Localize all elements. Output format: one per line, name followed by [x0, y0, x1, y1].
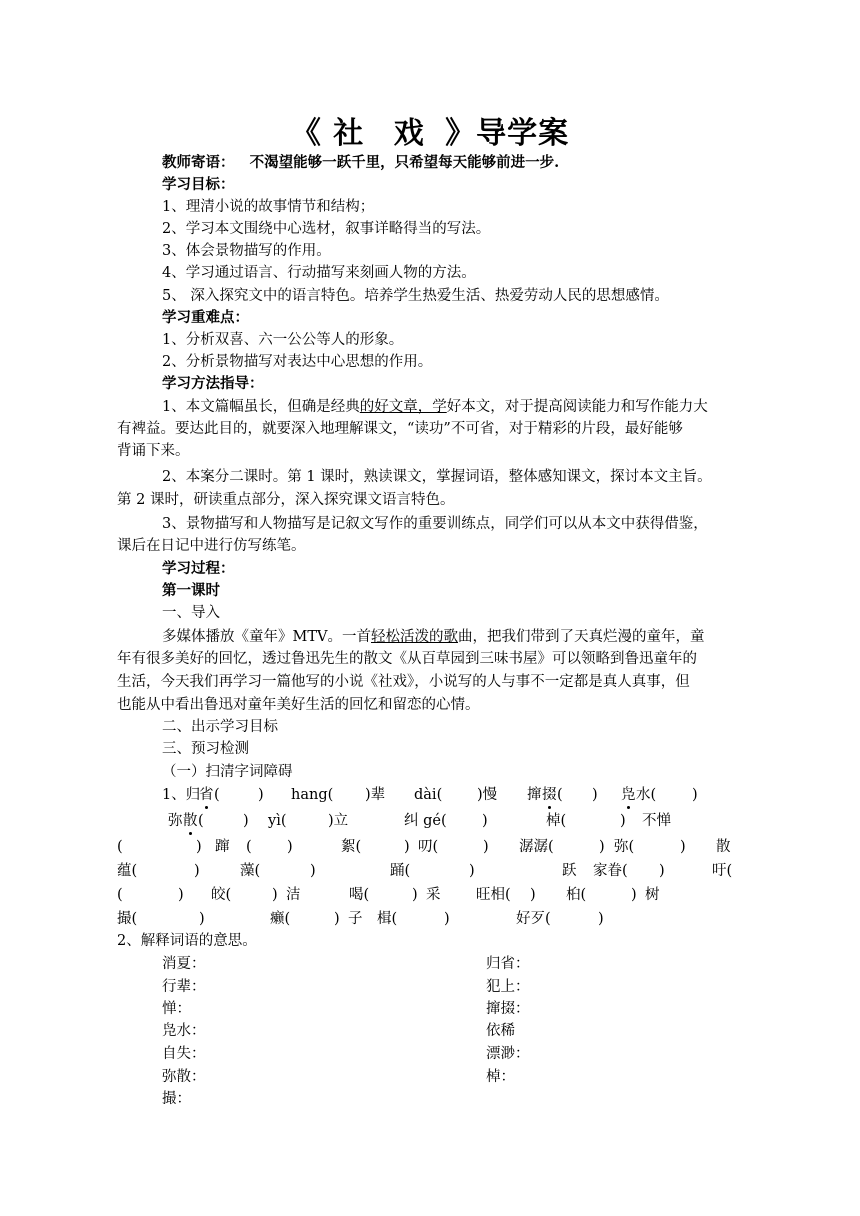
method-heading: 学习方法指导：	[162, 375, 264, 392]
vocab-term: 凫水：	[162, 1023, 206, 1039]
section-intro-heading: 一、导入	[162, 605, 220, 621]
method-p1-line: 1、本文篇幅虽长，但确是经典的好文章，学好本文，对于提高阅读能力和写作能力大	[162, 399, 708, 415]
method-p1-line: 有裨益。要达此目的，就要深入地理解课文，“读功”不可省，对于精彩的片段，最好能够	[117, 421, 683, 437]
vocab-term: 漂渺：	[486, 1046, 530, 1062]
vocab-term: 撺掇：	[486, 1001, 530, 1017]
goals-heading: 学习目标：	[162, 176, 235, 193]
vocab-term: 消夏：	[162, 956, 206, 972]
method-p2-line: 第 2 课时，研读重点部分，深入探究课文语言特色。	[117, 492, 455, 508]
goal-item: 4、学习通过语言、行动描写来刻画人物的方法。	[162, 265, 476, 281]
key-item: 1、分析双喜、六一公公等人的形象。	[162, 332, 404, 348]
process-heading: 学习过程：	[162, 560, 235, 577]
subsection-words-heading: （一）扫清字词障碍	[162, 764, 293, 780]
goal-item: 1、理清小说的故事情节和结构；	[162, 199, 375, 215]
page-title	[0, 108, 860, 152]
teacher-motto: 教师寄语： 不渴望能够一跃千里，只希望每天能够前进一步.	[162, 154, 560, 171]
vocab-term: 惮：	[162, 1001, 191, 1017]
method-p3-line: 课后在日记中进行仿写练笔。	[117, 538, 306, 554]
method-p2-line: 2、本案分二课时。第 1 课时，熟读课文，掌握词语，整体感知课文，探讨本文主旨。	[162, 469, 712, 485]
vocab-term: 依稀	[486, 1023, 515, 1039]
intro-line: 生活，今天我们再学习一篇他写的小说《社戏》，小说写的人与事不一定都是真人真事，但	[117, 674, 690, 690]
section-preview-heading: 三、预习检测	[162, 741, 249, 757]
title-right: 》导学案	[445, 116, 570, 151]
intro-line: 多媒体播放《童年》MTV。一首轻松活泼的歌曲，把我们带到了天真烂漫的童年，童	[162, 629, 705, 645]
intro-line: 年有很多美好的回忆，透过鲁迅先生的散文《从百草园到三味书屋》可以领略到鲁迅童年的	[117, 651, 697, 667]
goal-item: 2、学习本文围绕中心选材，叙事详略得当的写法。	[162, 221, 491, 237]
vocab-term: 弥散：	[162, 1069, 206, 1085]
intro-line: 也能从中看出鲁迅对童年美好生活的回忆和留恋的心情。	[117, 697, 480, 713]
vocab-term: 行辈：	[162, 979, 206, 995]
key-item: 2、分析景物描写对表达中心思想的作用。	[162, 354, 433, 370]
vocab-term: 自失：	[162, 1046, 206, 1062]
vocab-term: 撮：	[162, 1091, 191, 1107]
vocab-term: 归省：	[486, 956, 530, 972]
vocab-term: 棹：	[486, 1069, 515, 1085]
method-p1-line: 背诵下来。	[117, 443, 190, 459]
method-p3-line: 3、景物描写和人物描写是记叙文写作的重要训练点，同学们可以从本文中获得借鉴，	[162, 516, 708, 532]
title-mid: 社 戏	[333, 116, 434, 151]
section-goals-heading: 二、出示学习目标	[162, 719, 278, 735]
goal-item: 3、体会景物描写的作用。	[162, 243, 331, 259]
key-heading: 学习重难点：	[162, 309, 249, 326]
title-left: 《	[290, 116, 322, 151]
lesson-one-heading: 第一课时	[162, 582, 220, 599]
goal-item: 5、 深入探究文中的语言特色。培养学生热爱生活、热爱劳动人民的思想感情。	[162, 288, 669, 304]
vocab-term: 犯上：	[486, 979, 530, 995]
document-page: 《 社 戏 》导学案 教师寄语： 不渴望能够一跃千里，只希望每天能够前进一步. 学习目标： 1、理清小说的故事情节和结构； 2、学习本文围绕中心选材，叙事详略得当的写法。 3、体会景物描写的作用。 4、学习通过语言、行动描写来刻画人物的方法。 5、 深入探究文中的语言特色。培养学生热爱生活、热爱劳动人民的思想感情。 学习重难点： 1、分析双喜、六一公公等人的形象。 2、分析景物描写对表达中心思想的作用。 学习方法指导： 1、本文篇幅虽长，但确是经典的好文章，学好本文，对于提高阅读能力和写作能力大 有裨益。要达此目的，就要深入地理解课文，“读功”不可省，对于精彩的片段，最好能够 背诵下来。 2、本案分二课时。第 1 课时，熟读课文，掌握词语，整体感知课文，探讨本文主旨。 第 2 课时，研读重点部分，深入探究课文语言特色。 3、景物描写和人物描写是记叙文写作的重要训练点，同学们可以从本文中获得借鉴， 课后在日记中进行仿写练笔。 学习过程： 第一课时 一、导入 多媒体播放《童年》MTV。一首轻松活泼的歌曲，把我们带到了天真烂漫的童年，童 年有很多美好的回忆，透过鲁迅先生的散文《从百草园到三味书屋》可以领略到鲁迅童年的 生活，今天我们再学习一篇他写的小说《社戏》，小说写的人与事不一定都是真人真事，但 也能从中看出鲁迅对童年美好生活的回忆和留恋的心情。 二、出示学习目标 三、预习检测 （一）扫清字词障碍 1、归 省 ( ) hang( )辈 dài( )慢 撺 掇 ( ) 凫 水( ) 弥 散 ( ) yì( )立 纠 gé( ) 棹( ) 不惮 ( ) 蹿 ( ) 絮( ) 叨( ) 潺潺( ) 弥( ) 散 蕴( ) 藻( ) 踊( ) 跃 家眷( ) 吁( ( ) 皎( ) 洁 喝( ) 采 旺相( ) 桕( ) 树 撮( ) 癞( ) 子 楫( ) 好歹( ) 2、解释词语的意思。 消夏： 行辈： 惮： 凫水： 自失： 弥散： 撮： 归省： 犯上： 撺掇： 依稀 漂渺： 棹：	[0, 0, 860, 1216]
q2-heading: 2、解释词语的意思。	[117, 933, 257, 949]
